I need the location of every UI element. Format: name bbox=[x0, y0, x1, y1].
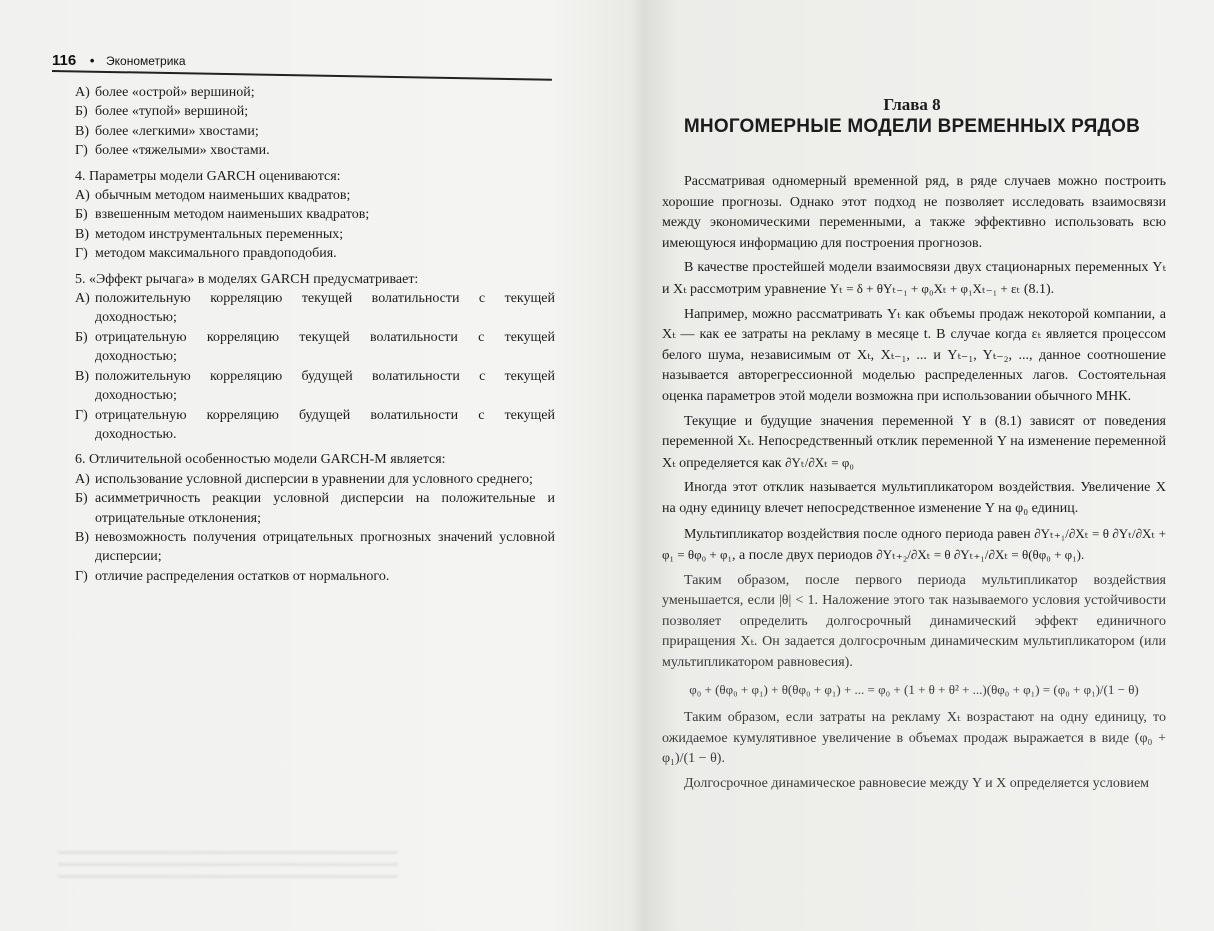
option-item: А) использование условной дисперсии в уравнении для условного среднего; bbox=[75, 471, 533, 487]
page-number: 116 bbox=[52, 52, 77, 69]
option-item: В) методом инструментальных переменных; bbox=[75, 226, 344, 242]
paragraph: Таким образом, после первого периода мультипликатор воздействия уменьшается, если |θ| < 1. Наложение этого так называемого условия устойчивости позволяет определить долгосрочный динамический эффект единичного приращения Xₜ. Он задается долгосрочным динамическим мультипликатором (или мультипликатором равновесия). bbox=[662, 572, 1166, 671]
option-item: Г) более «тяжелыми» хвостами. bbox=[75, 143, 270, 159]
bleed-through-text bbox=[58, 848, 398, 878]
equation-8-1: Yₜ = δ + θYₜ₋₁ + φ₀Xₜ + φ₁Xₜ₋₁ + εₜ bbox=[829, 280, 1021, 296]
chapter-title: МНОГОМЕРНЫЕ МОДЕЛИ ВРЕМЕННЫХ РЯДОВ bbox=[683, 116, 1141, 137]
paragraph: Рассматривая одномерный временной ряд, в ряде случаев можно построить хорошие прогнозы. Однако этот подход не позволяет исследовать взаимосвязи между экономическими переменными, а также эффективно использовать всю имеющуюся информацию для построения прогнозов. bbox=[662, 174, 1166, 251]
options-block-1 bbox=[75, 83, 555, 161]
option-item: Г) отрицательную корреляцию будущей волатильности с текущей доходностью. bbox=[75, 407, 555, 442]
option-item: В) невозможность получения отрицательных прогнозных значений условной дисперсии; bbox=[75, 529, 555, 565]
question-5: 5. «Эффект рычага» в моделях GARCH предусматривает: bbox=[75, 271, 419, 287]
option-item: Г) методом максимального правдоподобия. bbox=[75, 246, 337, 262]
running-title: Эконометрика bbox=[106, 54, 186, 68]
option-item: Б) более «тупой» вершиной; bbox=[75, 104, 249, 120]
option-item: А) положительную корреляцию текущей волатильности с текущей доходностью; bbox=[75, 291, 555, 326]
chapter-body bbox=[662, 172, 1166, 799]
option-item: А) более «острой» вершиной; bbox=[75, 85, 255, 100]
option-item: Б) асимметричность реакции условной дисперсии на положительные и отрицательные отклонения; bbox=[75, 491, 555, 526]
one-period-multiplier: ∂Yₜ₊₁/∂Xₜ = θ ∂Yₜ/∂Xₜ + φ₁ = θφ₀ + φ₁ bbox=[662, 525, 1167, 563]
header-bullet: • bbox=[89, 53, 95, 68]
right-page bbox=[612, 0, 1214, 931]
question-4: 4. Параметры модели GARCH оцениваются: bbox=[75, 168, 341, 184]
option-item: В) более «легкими» хвостами; bbox=[75, 123, 259, 139]
option-item: Г) отличие распределения остатков от нормального. bbox=[75, 568, 390, 584]
option-item: А) обычным методом наименьших квадратов; bbox=[75, 188, 351, 204]
long-run-multiplier-equation: φ₀ + (θφ₀ + φ₁) + θ(θφ₀ + φ₁) + ... = φ₀ + (1 + θ + θ² + ...)(θφ₀ + φ₁) = (φ₀ + φ₁)/(1 − θ) bbox=[689, 681, 1139, 697]
paragraph: Например, можно рассматривать Yₜ как объемы продаж некоторой компании, а Xₜ — как ее затраты на рекламу в месяце t. В случае когда εₜ является процессом белого шума, независимым от Xₜ, Xₜ₋₁, ... и Yₜ₋₁, Yₜ₋₂, ..., данное соотношение называется авторегрессионной моделью распределенных лагов. Состоятельная оценка параметров этой модели возможна при использовании обычного МНК. bbox=[662, 306, 1166, 404]
left-page bbox=[0, 0, 606, 931]
option-item: Б) отрицательную корреляцию текущей волатильности с текущей доходностью; bbox=[75, 329, 555, 365]
chapter-label: Глава 8 bbox=[883, 95, 941, 114]
option-item: В) положительную корреляцию будущей волатильности с текущей доходностью; bbox=[75, 368, 555, 404]
impact-derivative: ∂Yₜ/∂Xₜ = φ₀ bbox=[785, 454, 854, 470]
paragraph: Долгосрочное динамическое равновесие между Y и X определяется условием bbox=[684, 776, 1150, 792]
question-6: 6. Отличительной особенностью модели GARCH-M является: bbox=[75, 452, 446, 468]
option-item: Б) взвешенным методом наименьших квадратов; bbox=[75, 207, 370, 223]
paragraph: В качестве простейшей модели взаимосвязи двух стационарных переменных Yₜ и Xₜ рассмотрим уравнение Yₜ = δ + θYₜ₋₁ + φ₀Xₜ + φ₁Xₜ₋₁ + εₜ (8.1). bbox=[662, 260, 1166, 297]
paragraph: Иногда этот отклик называется мультипликатором воздействия. Увеличение X на одну единицу влечет непосредственное изменение Y на φ₀ единиц. bbox=[662, 480, 1166, 516]
paragraph: Мультипликатор воздействия после одного периода равен ∂Yₜ₊₁/∂Xₜ = θ ∂Yₜ/∂Xₜ + φ₁ = θφ₀ + φ₁, а после двух периодов ∂Yₜ₊₂/∂Xₜ = θ ∂Yₜ₊₁/∂Xₜ = θ(θφ₀ + φ₁). bbox=[662, 525, 1167, 564]
quiz-list bbox=[75, 83, 555, 586]
paragraph: Таким образом, если затраты на рекламу Xₜ возрастают на одну единицу, то ожидаемое кумулятивное увеличение в объемах продаж выражается в виде (φ₀ + φ₁)/(1 − θ). bbox=[662, 710, 1166, 767]
two-period-multiplier: ∂Yₜ₊₂/∂Xₜ = θ ∂Yₜ₊₁/∂Xₜ = θ(θφ₀ + φ₁). bbox=[876, 547, 1085, 563]
paragraph: Текущие и будущие значения переменной Y в (8.1) зависят от поведения переменной Xₜ. Непосредственный отклик переменной Y на изменение переменной Xₜ определяется как ∂Yₜ/∂Xₜ = φ₀ bbox=[662, 413, 1166, 471]
